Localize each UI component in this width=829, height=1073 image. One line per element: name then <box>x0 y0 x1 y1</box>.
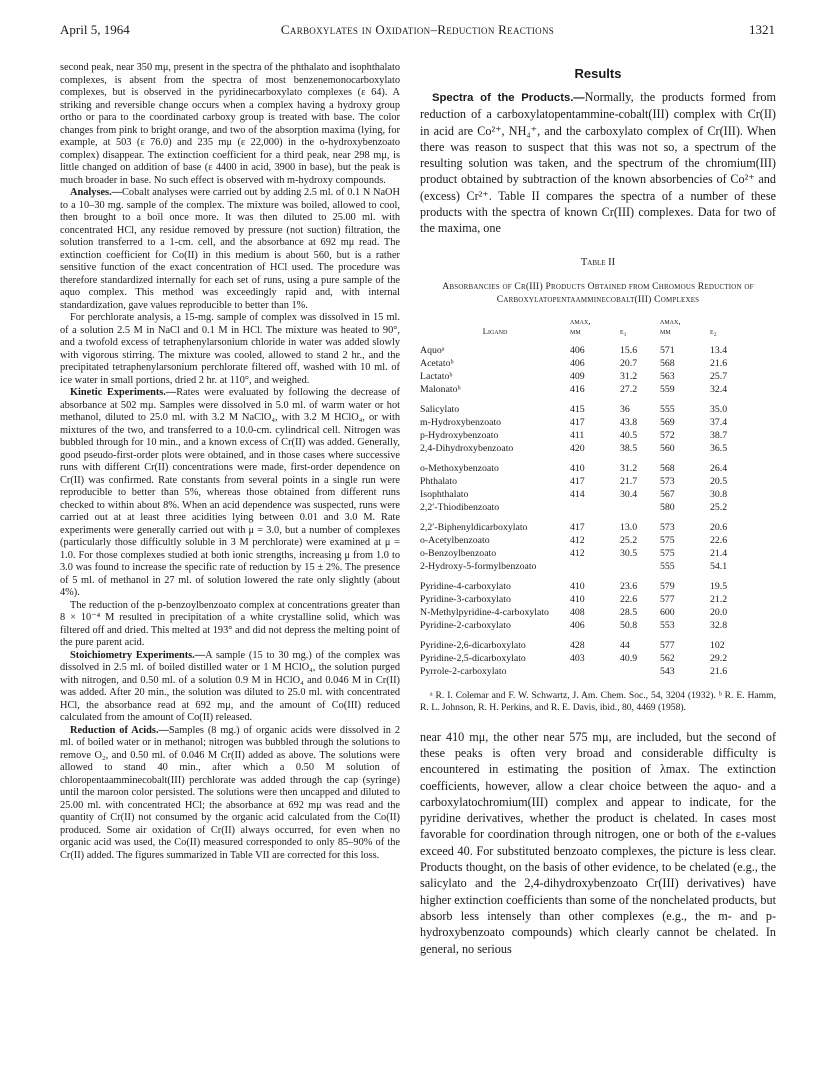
paragraph-text: For perchlorate analysis, a 15-mg. sample of complex was dissolved in 15 ml. of a solution 2.5 M in NaCl and 0.1 M in HCl. The mixture was heated to 90°, and a twofold excess of tetraphenylarsonium chloride in water was added slowly with vigorous stirring. The mixture was cooled, allowed to stand 2 hr., and the precipitated tetraphenylarsonium perchlorate filtered off, washed with 10 ml. of ice water in small portions, dried 2 hr. at 110°, and weighed. <box>60 312 400 386</box>
table-row <box>420 475 776 488</box>
ligand-cell: Pyridine-3-carboxylato <box>420 593 511 605</box>
lambda1-cell: 416 <box>570 383 585 395</box>
eps1-cell <box>620 501 660 514</box>
paragraph-heading: Analyses.— <box>70 187 123 198</box>
right-column <box>420 62 776 957</box>
table-row <box>420 462 776 475</box>
eps2-cell: 26.4 <box>710 462 728 474</box>
ligand-cell: Aquoᵃ <box>420 344 445 356</box>
eps1-cell: 30.4 <box>620 488 638 500</box>
table-header-row <box>420 316 776 337</box>
lambda2-cell: 577 <box>660 593 675 605</box>
col-header-eps1: ε₁ <box>620 326 627 337</box>
lambda2-cell: 575 <box>660 547 675 559</box>
eps2-cell: 21.6 <box>710 665 728 677</box>
eps1-cell: 23.6 <box>620 580 638 592</box>
group-spacer <box>420 632 776 639</box>
lambda1-cell: 410 <box>570 462 585 474</box>
eps1-cell: 20.7 <box>620 357 638 369</box>
table-row <box>420 606 776 619</box>
ligand-cell: Pyrrole-2-carboxylato <box>420 665 507 677</box>
eps1-cell: 15.6 <box>620 344 638 356</box>
lambda1-cell: 417 <box>570 416 585 428</box>
eps2-cell: 20.5 <box>710 475 728 487</box>
lambda1-cell <box>570 560 620 573</box>
lambda1-cell: 420 <box>570 442 585 454</box>
lambda1-cell: 428 <box>570 639 585 651</box>
ligand-cell: 2,2′-Thiodibenzoato <box>420 501 500 513</box>
lambda2-cell: 572 <box>660 429 675 441</box>
ligand-cell: m-Hydroxybenzoato <box>420 416 502 428</box>
col-header-lambda2: λmax, mμ <box>660 315 681 337</box>
running-title: Carboxylates in Oxidation–Reduction Reactions <box>280 22 555 37</box>
group-spacer <box>420 514 776 521</box>
eps2-cell: 29.2 <box>710 652 728 664</box>
ligand-cell: 2,2′-Biphenyldicarboxylato <box>420 521 528 533</box>
ligand-cell: Phthalato <box>420 475 458 487</box>
eps2-cell: 25.7 <box>710 370 728 382</box>
eps1-cell: 21.7 <box>620 475 638 487</box>
lambda2-cell: 568 <box>660 357 675 369</box>
lambda2-cell: 560 <box>660 442 675 454</box>
table-row <box>420 416 776 429</box>
lambda1-cell: 412 <box>570 534 585 546</box>
lambda2-cell: 579 <box>660 580 675 592</box>
left-paragraph <box>60 187 400 312</box>
table-row <box>420 580 776 593</box>
eps2-cell: 21.6 <box>710 357 728 369</box>
left-column <box>60 62 400 862</box>
ligand-cell: Pyridine-2,5-dicarboxylato <box>420 652 526 664</box>
ligand-cell: o-Benzoylbenzoato <box>420 547 497 559</box>
table-row <box>420 547 776 560</box>
results-intro-text: Normally, the products formed from reduction of a carboxylatopentammine-cobalt(III) complex with Cr(II) in acid are Co²⁺, NH₄⁺, and the carboxylato complex of Cr(III). When there was reason to suspect that this was not so, a spectrum of the resulting solution was taken, and the spectrum of the chromium(III) product obtained by subtraction of the known absorbencies of Co²⁺ and (excess) Cr²⁺. Table II compares the spectra of a number of these products with the spectra of known Cr(III) complexes. Data for two of the maxima, one <box>420 90 776 236</box>
results-continuation: near 410 mμ, the other near 575 mμ, are included, but the second of these peaks is often very broad and considerable difficulty is encountered in estimating the position of λmax. The extinction coefficients, however, allow a clear choice between the aquo- and a carboxylatochromium(III) complex and appear to indicate, for the pyridine derivatives, whether the product is chelated. In cases most favorable for coordination through nitrogen, one or both of the ε-values exceed 40. For substituted benzoato complexes, the picture is less clear. Products thought, on the basis of other evidence, to be chelated (e.g., the salicylato and the 2,4-dihydroxybenzoato Cr(III) derivatives) have higher extinction coefficients than some of the nonchelated products, but absorb less intensely than other complexes (e.g., the m- and p-hydroxybenzoato compounds) which clearly cannot be chelated. In general, no serious <box>420 729 776 956</box>
ligand-cell: Pyridine-2,6-dicarboxylato <box>420 639 526 651</box>
ligand-cell: Salicylato <box>420 403 460 415</box>
lambda2-cell: 555 <box>660 560 675 572</box>
table-row <box>420 534 776 547</box>
lambda1-cell: 408 <box>570 606 585 618</box>
eps2-cell: 37.4 <box>710 416 728 428</box>
lambda1-cell: 410 <box>570 580 585 592</box>
lambda1-cell: 414 <box>570 488 585 500</box>
table-row <box>420 501 776 514</box>
eps1-cell: 31.2 <box>620 462 638 474</box>
table-row <box>420 560 776 573</box>
eps1-cell: 40.5 <box>620 429 638 441</box>
lambda2-cell: 573 <box>660 521 675 533</box>
lambda1-cell: 410 <box>570 593 585 605</box>
header-date: April 5, 1964 <box>60 22 130 37</box>
table-caption: Absorbancies of Cr(III) Products Obtained from Chromous Reduction of Carboxylatopentaamminecobalt(III) Complexes <box>442 280 754 305</box>
eps1-cell: 30.5 <box>620 547 638 559</box>
ligand-cell: N-Methylpyridine-4-carboxylato <box>420 606 549 618</box>
group-spacer <box>420 396 776 403</box>
eps2-cell: 13.4 <box>710 344 728 356</box>
eps1-cell: 13.0 <box>620 521 638 533</box>
results-intro <box>420 89 776 237</box>
eps2-cell: 21.2 <box>710 593 728 605</box>
eps2-cell: 30.8 <box>710 488 728 500</box>
eps2-cell: 20.0 <box>710 606 728 618</box>
lambda2-cell: 562 <box>660 652 675 664</box>
page-number: 1321 <box>749 22 775 37</box>
lambda2-cell: 555 <box>660 403 675 415</box>
lambda1-cell: 411 <box>570 429 585 441</box>
table-row <box>420 403 776 416</box>
lambda2-cell: 580 <box>660 501 675 513</box>
eps1-cell: 22.6 <box>620 593 638 605</box>
eps1-cell: 25.2 <box>620 534 638 546</box>
lambda1-cell <box>570 501 620 514</box>
lambda2-cell: 573 <box>660 475 675 487</box>
lambda1-cell: 406 <box>570 344 585 356</box>
lambda1-cell: 417 <box>570 521 585 533</box>
paragraph-text: Cobalt analyses were carried out by adding 2.5 ml. of 0.1 N NaOH to a 10–30 mg. sample of the complex. The mixture was boiled, allowed to cool, then brought to a boil once more. It was then diluted to 25.00 ml. with concentrated HCl, any residue removed by pressure (not suction) filtration, the solution transferred to a 1-cm. cell, and the absorbance at 692 mμ read. The extinction coefficient for Co(II) in this medium is about 560, but is a rather sensitive function of the exact concentration of HCl used. The procedure was therefore standardized internally for each set of runs, using a pure sample of the aquo complex. This method was exceedingly rapid and, with internal standardization, gave values reproducible to better than 1%. <box>60 187 400 311</box>
paragraph-heading: Reduction of Acids.— <box>70 724 169 736</box>
table-footnote: ᵃ R. I. Colemar and F. W. Schwartz, J. Am. Chem. Soc., 54, 3204 (1932). ᵇ R. E. Hamm, R. L. Johnson, R. H. Perkins, and R. E. Davis, ibid., 80, 4469 (1958). <box>420 689 776 714</box>
eps2-cell: 54.1 <box>710 560 728 572</box>
ligand-cell: Acetatoᵇ <box>420 357 454 369</box>
left-paragraph <box>60 62 400 187</box>
lambda2-cell: 575 <box>660 534 675 546</box>
lambda2-cell: 543 <box>660 665 675 677</box>
paragraph-text: Rates were evaluated by following the decrease of absorbance at 502 mμ. Samples were dissolved in 5.0 ml. of warm water or hot methanol, diluted to 25.0 ml. with 3.2 M NaClO₄, with 3.2 M HClO₄, or with mixtures of the two, and transferred to a 10.0-cm. cylindrical cell. Nitrogen was bubbled through for 10 min., and a known excess of Cr(II) was added. Generally, good pseudo-first-order plots were obtained, and in those cases where successive runs with different Cr(II) concentrations were made, first-order dependence on Cr(II) was confirmed. Rate constants from several points in a single run were reproducible to better than 5%, whereas those obtained from different runs checked to within about 8%. When an acid dependence was suspected, runs were carried out at at least three acidities lying between 0.01 and 3.0 M. Rate experiments were generally carried out with μ = 3.0, but a number of complexes (particularly those difficultly soluble in 3 M perchlorate) were examined at μ = 1.0. For those complexes studied at both ionic strengths, increasing μ from 1.0 to 3.0 was found to increase the specific rate of reduction by 15 ± 2%. The presence of 5 ml. of methanol in 27 ml. of solution lowered the rate only slightly (about 4%). <box>60 387 401 598</box>
eps2-cell: 19.5 <box>710 580 728 592</box>
lambda2-cell: 568 <box>660 462 675 474</box>
lambda2-cell: 569 <box>660 416 675 428</box>
group-spacer <box>420 455 776 462</box>
table-label: Table II <box>580 256 616 268</box>
col-header-eps2: ε₂ <box>710 326 717 337</box>
left-paragraph <box>60 387 400 600</box>
table-row <box>420 383 776 396</box>
table-row <box>420 639 776 652</box>
ligand-cell: o-Acetylbenzoato <box>420 534 490 546</box>
table-row <box>420 370 776 383</box>
left-paragraph <box>60 725 400 863</box>
eps2-cell: 20.6 <box>710 521 728 533</box>
eps1-cell: 36 <box>620 403 630 415</box>
eps1-cell: 43.8 <box>620 416 638 428</box>
eps2-cell: 25.2 <box>710 501 728 513</box>
left-paragraph <box>60 312 400 387</box>
ligand-cell: o-Methoxybenzoato <box>420 462 499 474</box>
left-paragraph <box>60 600 400 650</box>
table-row <box>420 619 776 632</box>
eps2-cell: 36.5 <box>710 442 728 454</box>
subsection-heading: Spectra of the Products.— <box>432 92 585 104</box>
eps2-cell: 35.0 <box>710 403 728 415</box>
lambda2-cell: 567 <box>660 488 675 500</box>
paragraph-heading: Kinetic Experiments.— <box>70 387 177 398</box>
paragraph-heading: Stoichiometry Experiments.— <box>70 649 206 661</box>
ligand-cell: Pyridine-4-carboxylato <box>420 580 511 592</box>
lambda1-cell: 415 <box>570 403 585 415</box>
lambda2-cell: 559 <box>660 383 675 395</box>
lambda1-cell: 417 <box>570 475 585 487</box>
lambda1-cell: 412 <box>570 547 585 559</box>
table-row <box>420 652 776 665</box>
eps1-cell: 50.8 <box>620 619 638 631</box>
eps1-cell: 28.5 <box>620 606 638 618</box>
paragraph-text: Samples (8 mg.) of organic acids were dissolved in 2 ml. of boiled water or in methanol; nitrogen was bubbled through the solutions to remove O₂, and 0.50 ml. of 0.046 M Cr(II) added as above. The solutions were allowed to stand 40 min., after which a 0.50 M solution of chloropentaamminecobalt(III) perchlorate was added through the cap (syringe) until the maroon color persisted. The solutions were then uncapped and diluted to 25.00 ml. with concentrated HCl; the absorbance at 692 mμ was read and the quantity of Cr(II) not consumed by the organic acid calculated from the Co(II) produced. Some air oxidation of Cr(II) always occurred, for even when no organic acid was used, the Co(II) measured corresponded to only 85–90% of the Cr(II) added. The figures summarized in Table VII are corrected for this loss. <box>60 724 400 861</box>
ligand-cell: Pyridine-2-carboxylato <box>420 619 511 631</box>
page-header <box>60 22 775 40</box>
lambda1-cell: 409 <box>570 370 585 382</box>
left-paragraph <box>60 650 400 725</box>
lambda1-cell: 403 <box>570 652 585 664</box>
eps2-cell: 102 <box>710 639 725 651</box>
eps1-cell: 40.9 <box>620 652 638 664</box>
table-row <box>420 488 776 501</box>
table-row <box>420 665 776 678</box>
eps1-cell <box>620 560 660 573</box>
lambda2-cell: 600 <box>660 606 675 618</box>
table-row <box>420 429 776 442</box>
eps1-cell: 38.5 <box>620 442 638 454</box>
col-header-lambda1: λmax, mμ <box>570 315 591 337</box>
eps2-cell: 22.6 <box>710 534 728 546</box>
lambda1-cell: 406 <box>570 619 585 631</box>
eps1-cell: 31.2 <box>620 370 638 382</box>
spectra-table <box>420 316 776 678</box>
lambda2-cell: 577 <box>660 639 675 651</box>
eps2-cell: 32.4 <box>710 383 728 395</box>
ligand-cell: p-Hydroxybenzoato <box>420 429 499 441</box>
eps1-cell <box>620 665 660 678</box>
lambda2-cell: 571 <box>660 344 675 356</box>
section-title: Results <box>574 66 622 81</box>
col-header-ligand: Ligand <box>482 326 508 337</box>
ligand-cell: 2-Hydroxy-5-formylbenzoato <box>420 560 537 572</box>
ligand-cell: Isophthalato <box>420 488 469 500</box>
table-row <box>420 593 776 606</box>
eps1-cell: 27.2 <box>620 383 638 395</box>
group-spacer <box>420 573 776 580</box>
lambda1-cell: 406 <box>570 357 585 369</box>
table-row <box>420 521 776 534</box>
paragraph-text: The reduction of the p-benzoylbenzoato complex at concentrations greater than 8 × 10⁻⁴ M resulted in precipitation of a white crystalline solid, which was filtered off and dried. This melted at 193° and did not depress the melting point of the pure parent acid. <box>60 599 400 648</box>
ligand-cell: Malonatoᵇ <box>420 383 461 395</box>
table-row <box>420 344 776 357</box>
lambda1-cell <box>570 665 620 678</box>
lambda2-cell: 553 <box>660 619 675 631</box>
eps1-cell: 44 <box>620 639 630 651</box>
eps2-cell: 21.4 <box>710 547 728 559</box>
ligand-cell: 2,4-Dihydroxybenzoato <box>420 442 514 454</box>
table-row <box>420 357 776 370</box>
paragraph-text: A sample (15 to 30 mg.) of the complex was dissolved in 2.5 ml. of boiled distilled water or 1 M HClO₄, the solution purged with nitrogen, and 0.50 ml. of a solution 0.9 M in HClO₄ and 0.046 M in Cr(II) was added. After 20 min., the solution was diluted to 25.0 ml. with concentrated HCl, the absorbance read at 692 mμ, and the amount of Co(III) reduced calculated from the amount of Co(II) released. <box>60 649 401 723</box>
paragraph-text: second peak, near 350 mμ, present in the spectra of the phthalato and isophthalato complexes, is absent from the spectra of most benzenemonocarboxylato complexes, but is observed in the pyridinecarboxylato complexes (ε 64). A striking and reversible change occurs when a complex having a hydroxy group ortho or para to the coordinated carboxy group is treated with base. The color changes from pink to bright orange, and two of the absorption maxima (lying, for example, at 503 (ε 76.0) and 235 mμ (ε 22,000) in the o-hydroxybenzoato complex) disappear. The extinction coefficient for a third peak, near 298 mμ, is little changed on addition of base (ε 4400 in acid, 3900 in base), but the peak is much broader in base. No such effect is observed with m-hydroxy compounds. <box>60 62 400 186</box>
eps2-cell: 38.7 <box>710 429 728 441</box>
table-row <box>420 442 776 455</box>
lambda2-cell: 563 <box>660 370 675 382</box>
eps2-cell: 32.8 <box>710 619 728 631</box>
ligand-cell: Lactatoᵇ <box>420 370 453 382</box>
